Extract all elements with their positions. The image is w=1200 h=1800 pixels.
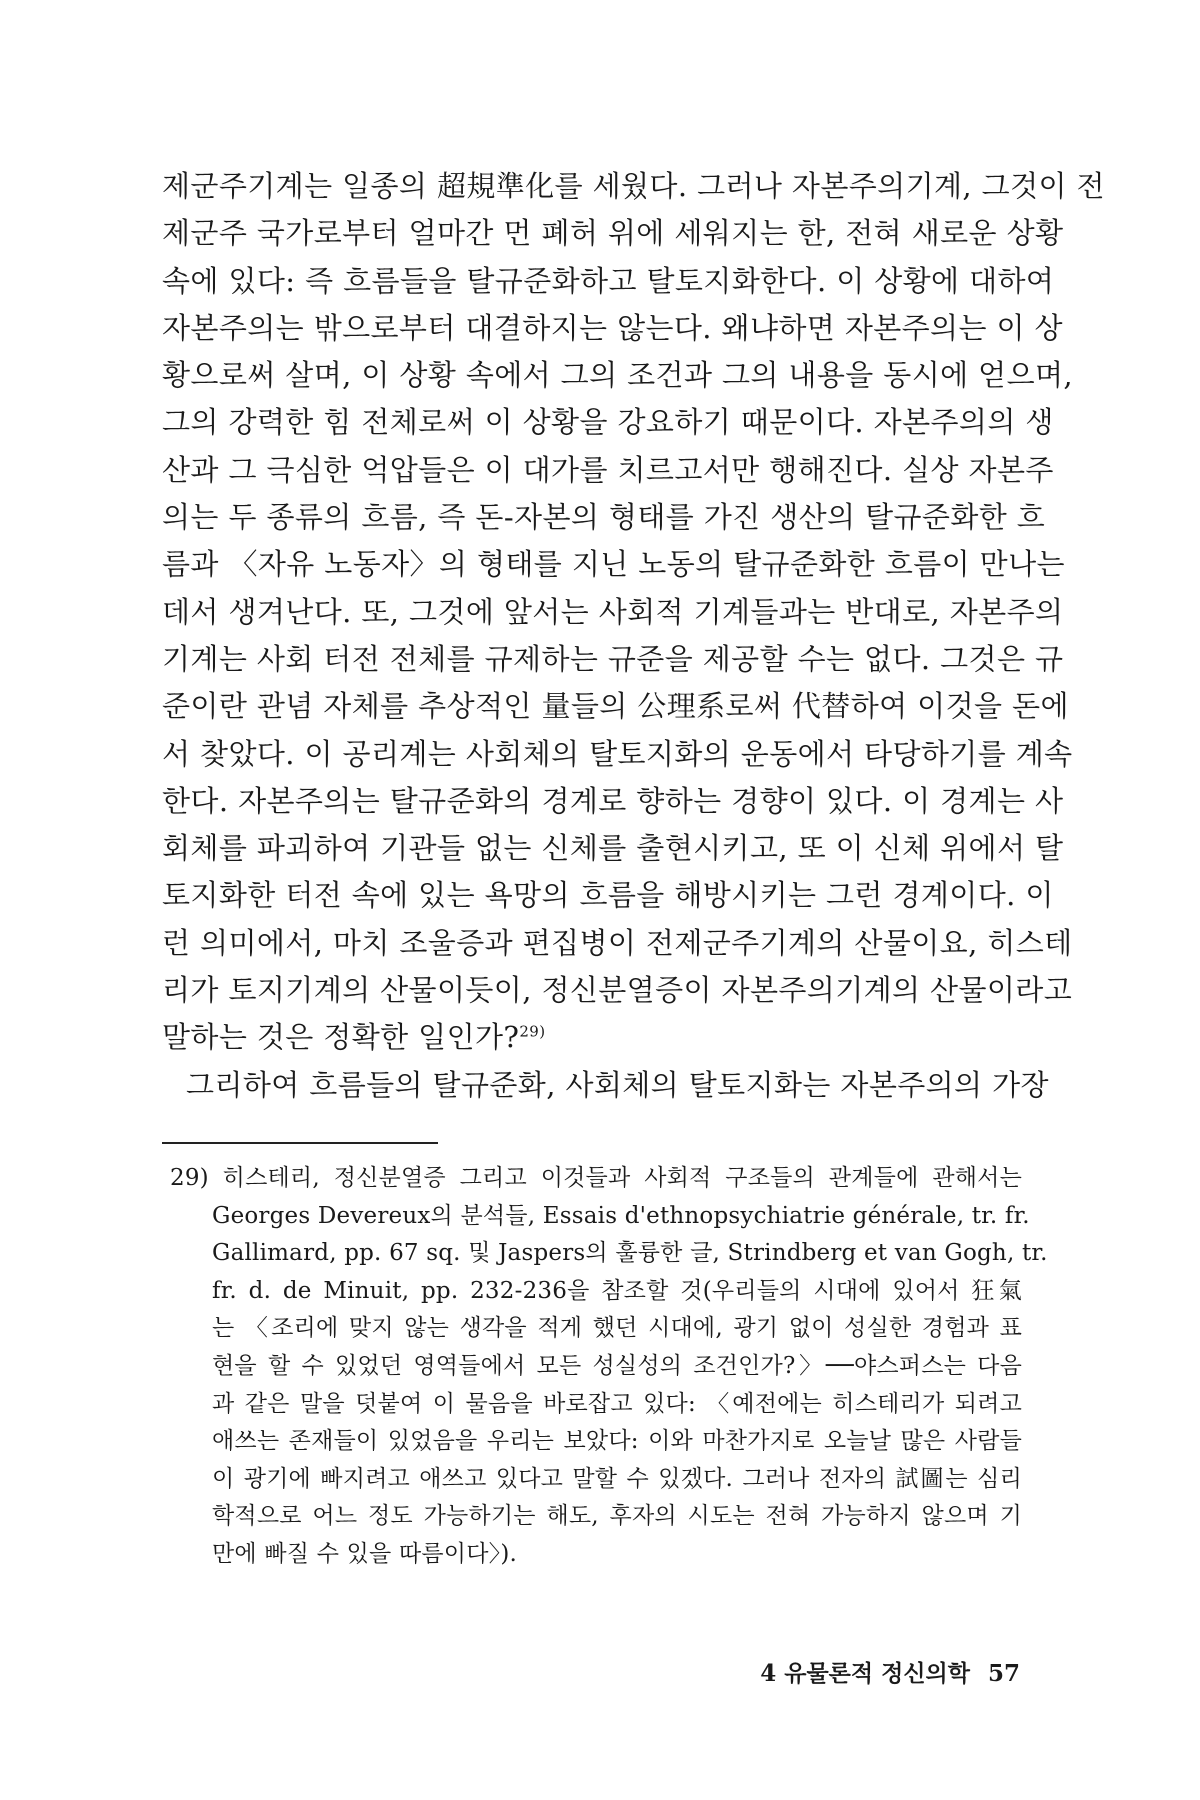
body-line: 산과 그 극심한 억압들은 이 대가를 치르고서만 행해진다. 실상 자본주 xyxy=(162,452,1054,487)
body-line: 한다. 자본주의는 탈규준화의 경계로 향하는 경향이 있다. 이 경계는 사 xyxy=(162,783,1064,818)
body-line: 제군주 국가로부터 얼마간 먼 폐허 위에 세워지는 한, 전혀 새로운 상황 xyxy=(162,216,1064,251)
body-line-with-footnote xyxy=(162,1014,1022,1061)
next-paragraph-line: 그리하여 흐름들의 탈규준화, 사회체의 탈토지화는 자본주의의 가장 xyxy=(186,1067,1049,1102)
running-footer xyxy=(760,1655,1020,1688)
footnote-line: 29) 히스테리, 정신분열증 그리고 이것들과 사회적 구조들의 관계들에 관해서는 xyxy=(170,1165,1022,1191)
page-number: 57 xyxy=(987,1660,1020,1687)
footnote-reference[interactable]: 29) xyxy=(519,1022,546,1041)
footnote-line: 만에 빠질 수 있을 따름이다〉). xyxy=(212,1540,518,1567)
body-line: 회체를 파괴하여 기관들 없는 신체를 출현시키고, 또 이 신체 위에서 탈 xyxy=(162,831,1064,866)
footnote-line: 애쓰는 존재들이 있었음을 우리는 보았다: 이와 마찬가지로 오늘날 많은 사람들 xyxy=(212,1428,1022,1455)
footnote-line: Gallimard, pp. 67 sq. 및 Jaspers의 훌륭한 글, Strindberg et van Gogh, tr. xyxy=(212,1240,1048,1267)
body-line: 런 의미에서, 마치 조울증과 편집병이 전제군주기계의 산물이요, 히스테 xyxy=(162,925,1073,960)
body-line: 황으로써 살며, 이 상황 속에서 그의 조건과 그의 내용을 동시에 얻으며, xyxy=(162,358,1074,393)
footnote-line: 는 〈조리에 맞지 않는 생각을 적게 했던 시대에, 광기 없이 성실한 경험과 표 xyxy=(212,1315,1022,1342)
footnote-divider xyxy=(162,1142,438,1144)
body-line: 데서 생겨난다. 또, 그것에 앞서는 사회적 기계들과는 반대로, 자본주의 xyxy=(162,594,1064,629)
body-line: 준이란 관념 자체를 추상적인 量들의 公理系로써 代替하여 이것을 돈에 xyxy=(162,689,1069,724)
body-line: 속에 있다: 즉 흐름들을 탈규준화하고 탈토지화한다. 이 상황에 대하여 xyxy=(162,263,1055,298)
footnote-line: 이 광기에 빠지려고 애쓰고 있다고 말할 수 있겠다. 그러나 전자의 試圖는 심리 xyxy=(212,1465,1022,1492)
body-line: 름과 〈자유 노동자〉의 형태를 지닌 노동의 탈규준화한 흐름이 만나는 xyxy=(162,547,1065,582)
footnote-line: 학적으로 어느 정도 가능하기는 해도, 후자의 시도는 전혀 가능하지 않으며 기 xyxy=(212,1503,1022,1530)
footnote xyxy=(170,1160,1048,1574)
body-line: 리가 토지기계의 산물이듯이, 정신분열증이 자본주의기계의 산물이라고 xyxy=(162,973,1073,1008)
body-line: 토지화한 터전 속에 있는 욕망의 흐름을 해방시키는 그런 경계이다. 이 xyxy=(162,878,1054,913)
body-line: 의는 두 종류의 흐름, 즉 돈-자본의 형태를 가진 생산의 탈규준화한 흐 xyxy=(162,500,1046,535)
body-line: 자본주의는 밖으로부터 대결하지는 않는다. 왜냐하면 자본주의는 이 상 xyxy=(162,310,1063,345)
body-line: 기계는 사회 터전 전체를 규제하는 규준을 제공할 수는 없다. 그것은 규 xyxy=(162,641,1064,676)
body-line: 제군주기계는 일종의 超規準化를 세웠다. 그러나 자본주의기계, 그것이 전 xyxy=(162,169,1105,203)
footnote-line: 과 같은 말을 덧붙여 이 물음을 바로잡고 있다: 〈예전에는 히스테리가 되려고 xyxy=(212,1390,1022,1417)
chapter-title: 4 유물론적 정신의학 xyxy=(760,1660,970,1687)
body-line-text: 말하는 것은 정확한 일인가? xyxy=(162,1020,520,1055)
footnote-line: 현을 할 수 있었던 영역들에서 모든 성실성의 조건인가?〉──야스퍼스는 다음 xyxy=(212,1352,1022,1379)
body-line: 그의 강력한 힘 전체로써 이 상황을 강요하기 때문이다. 자본주의의 생 xyxy=(162,405,1054,440)
footnote-line: fr. d. de Minuit, pp. 232-236을 참조할 것(우리들의 시대에 있어서 狂氣 xyxy=(212,1277,1022,1304)
body-line: 서 찾았다. 이 공리계는 사회체의 탈토지화의 운동에서 타당하기를 계속 xyxy=(162,736,1073,771)
footnote-line: Georges Devereux의 분석들, Essais d'ethnopsychiatrie générale, tr. fr. xyxy=(212,1202,1030,1229)
body-text xyxy=(162,163,1105,1109)
